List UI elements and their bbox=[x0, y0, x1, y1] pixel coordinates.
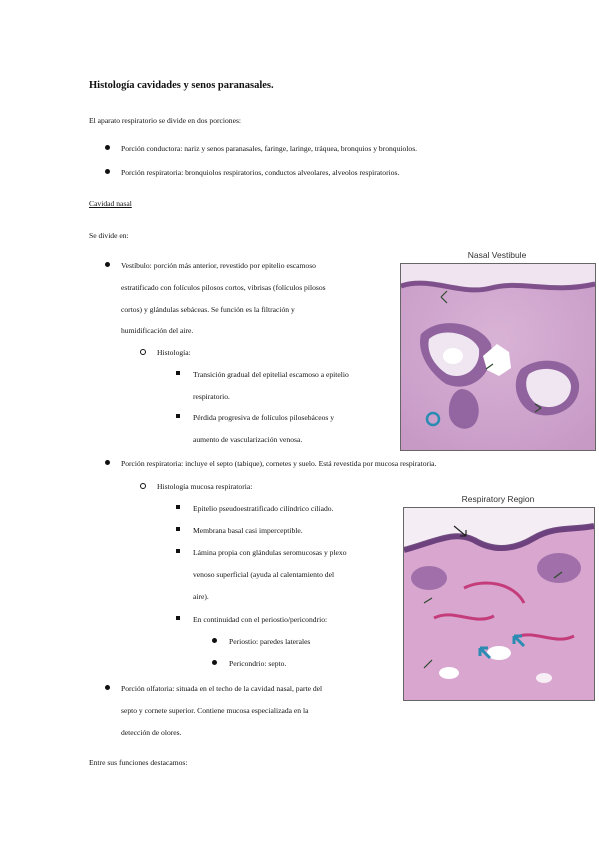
closing-text: Entre sus funciones destacamos: bbox=[89, 758, 188, 767]
bullet-icon bbox=[105, 145, 110, 150]
vestibulo-item: Pérdida progresiva de folículos pilosebáceos y bbox=[193, 413, 335, 422]
figure-respiratory-label: Respiratory Region bbox=[461, 494, 535, 504]
square-bullet-icon bbox=[176, 414, 180, 418]
vestibulo-line: Vestíbulo: porción más anterior, revestido por epitelio escamoso bbox=[121, 261, 316, 270]
vestibulo-item: Transición gradual del epitelial escamoso a epitelio bbox=[193, 370, 349, 379]
figure-vestibule-label: Nasal Vestibule bbox=[467, 250, 527, 260]
intro-text: El aparato respiratorio se divide en dos porciones: bbox=[89, 116, 242, 125]
respiratoria-line: Porción respiratoria: incluye el septo (tabique), cornetes y suelo. Está revestida por mucosa respiratoria. bbox=[121, 459, 437, 468]
respiratoria-sub: Histología mucosa respiratoria: bbox=[157, 482, 253, 491]
page-title: Histología cavidades y senos paranasales. bbox=[89, 80, 274, 91]
bullet-icon bbox=[105, 685, 110, 690]
vestibulo-line: cortos) y glándulas sebáceas. Se función es la filtración y bbox=[121, 305, 295, 314]
histology-image-respiratory bbox=[403, 507, 595, 701]
divides-in-text: Se divide en: bbox=[89, 231, 129, 240]
bullet-icon bbox=[212, 660, 217, 665]
vestibulo-line: estratificado con folículos pilosos cortos, vibrisas (folículos pilosos bbox=[121, 283, 326, 292]
respiratoria-item: En continuidad con el periostio/pericondrio: bbox=[193, 615, 328, 624]
olfatoria-line: septo y cornete superior. Contiene mucosa especializada en la bbox=[121, 706, 309, 715]
respiratoria-subitem: Periostio: paredes laterales bbox=[229, 637, 311, 646]
square-bullet-icon bbox=[176, 371, 180, 375]
square-bullet-icon bbox=[176, 527, 180, 531]
bullet-icon bbox=[212, 638, 217, 643]
portion-conductora: Porción conductora: nariz y senos paranasales, faringe, laringe, tráquea, bronquios y bronquiolos. bbox=[121, 144, 418, 153]
vestibulo-item-cont: respiratorio. bbox=[193, 392, 230, 401]
square-bullet-icon bbox=[176, 549, 180, 553]
respiratoria-item-cont: aire). bbox=[193, 592, 209, 601]
ring-bullet-icon bbox=[140, 349, 146, 355]
bullet-icon bbox=[105, 169, 110, 174]
vestibulo-item-cont: aumento de vascularización venosa. bbox=[193, 435, 303, 444]
portion-respiratoria: Porción respiratoria: bronquiolos respiratorios, conductos alveolares, alveolos respiratorios. bbox=[121, 168, 400, 177]
respiratoria-item-cont: venoso superficial (ayuda al calentamiento del bbox=[193, 570, 335, 579]
respiratoria-subitem: Pericondrio: septo. bbox=[229, 659, 287, 668]
bullet-icon bbox=[105, 262, 110, 267]
square-bullet-icon bbox=[176, 616, 180, 620]
section-heading: Cavidad nasal bbox=[89, 199, 132, 208]
ring-bullet-icon bbox=[140, 483, 146, 489]
histology-image-vestibule bbox=[400, 263, 596, 451]
bullet-icon bbox=[105, 460, 110, 465]
olfatoria-line: Porción olfatoria: situada en el techo de la cavidad nasal, parte del bbox=[121, 684, 323, 693]
vestibulo-sub: Histología: bbox=[157, 348, 191, 357]
vestibulo-line: humidificación del aire. bbox=[121, 326, 194, 335]
square-bullet-icon bbox=[176, 505, 180, 509]
olfatoria-line: detección de olores. bbox=[121, 728, 182, 737]
respiratoria-item: Lámina propia con glándulas seromucosas y plexo bbox=[193, 548, 347, 557]
respiratoria-item: Epitelio pseudoestratificado cilíndrico ciliado. bbox=[193, 504, 334, 513]
respiratoria-item: Membrana basal casi imperceptible. bbox=[193, 526, 303, 535]
